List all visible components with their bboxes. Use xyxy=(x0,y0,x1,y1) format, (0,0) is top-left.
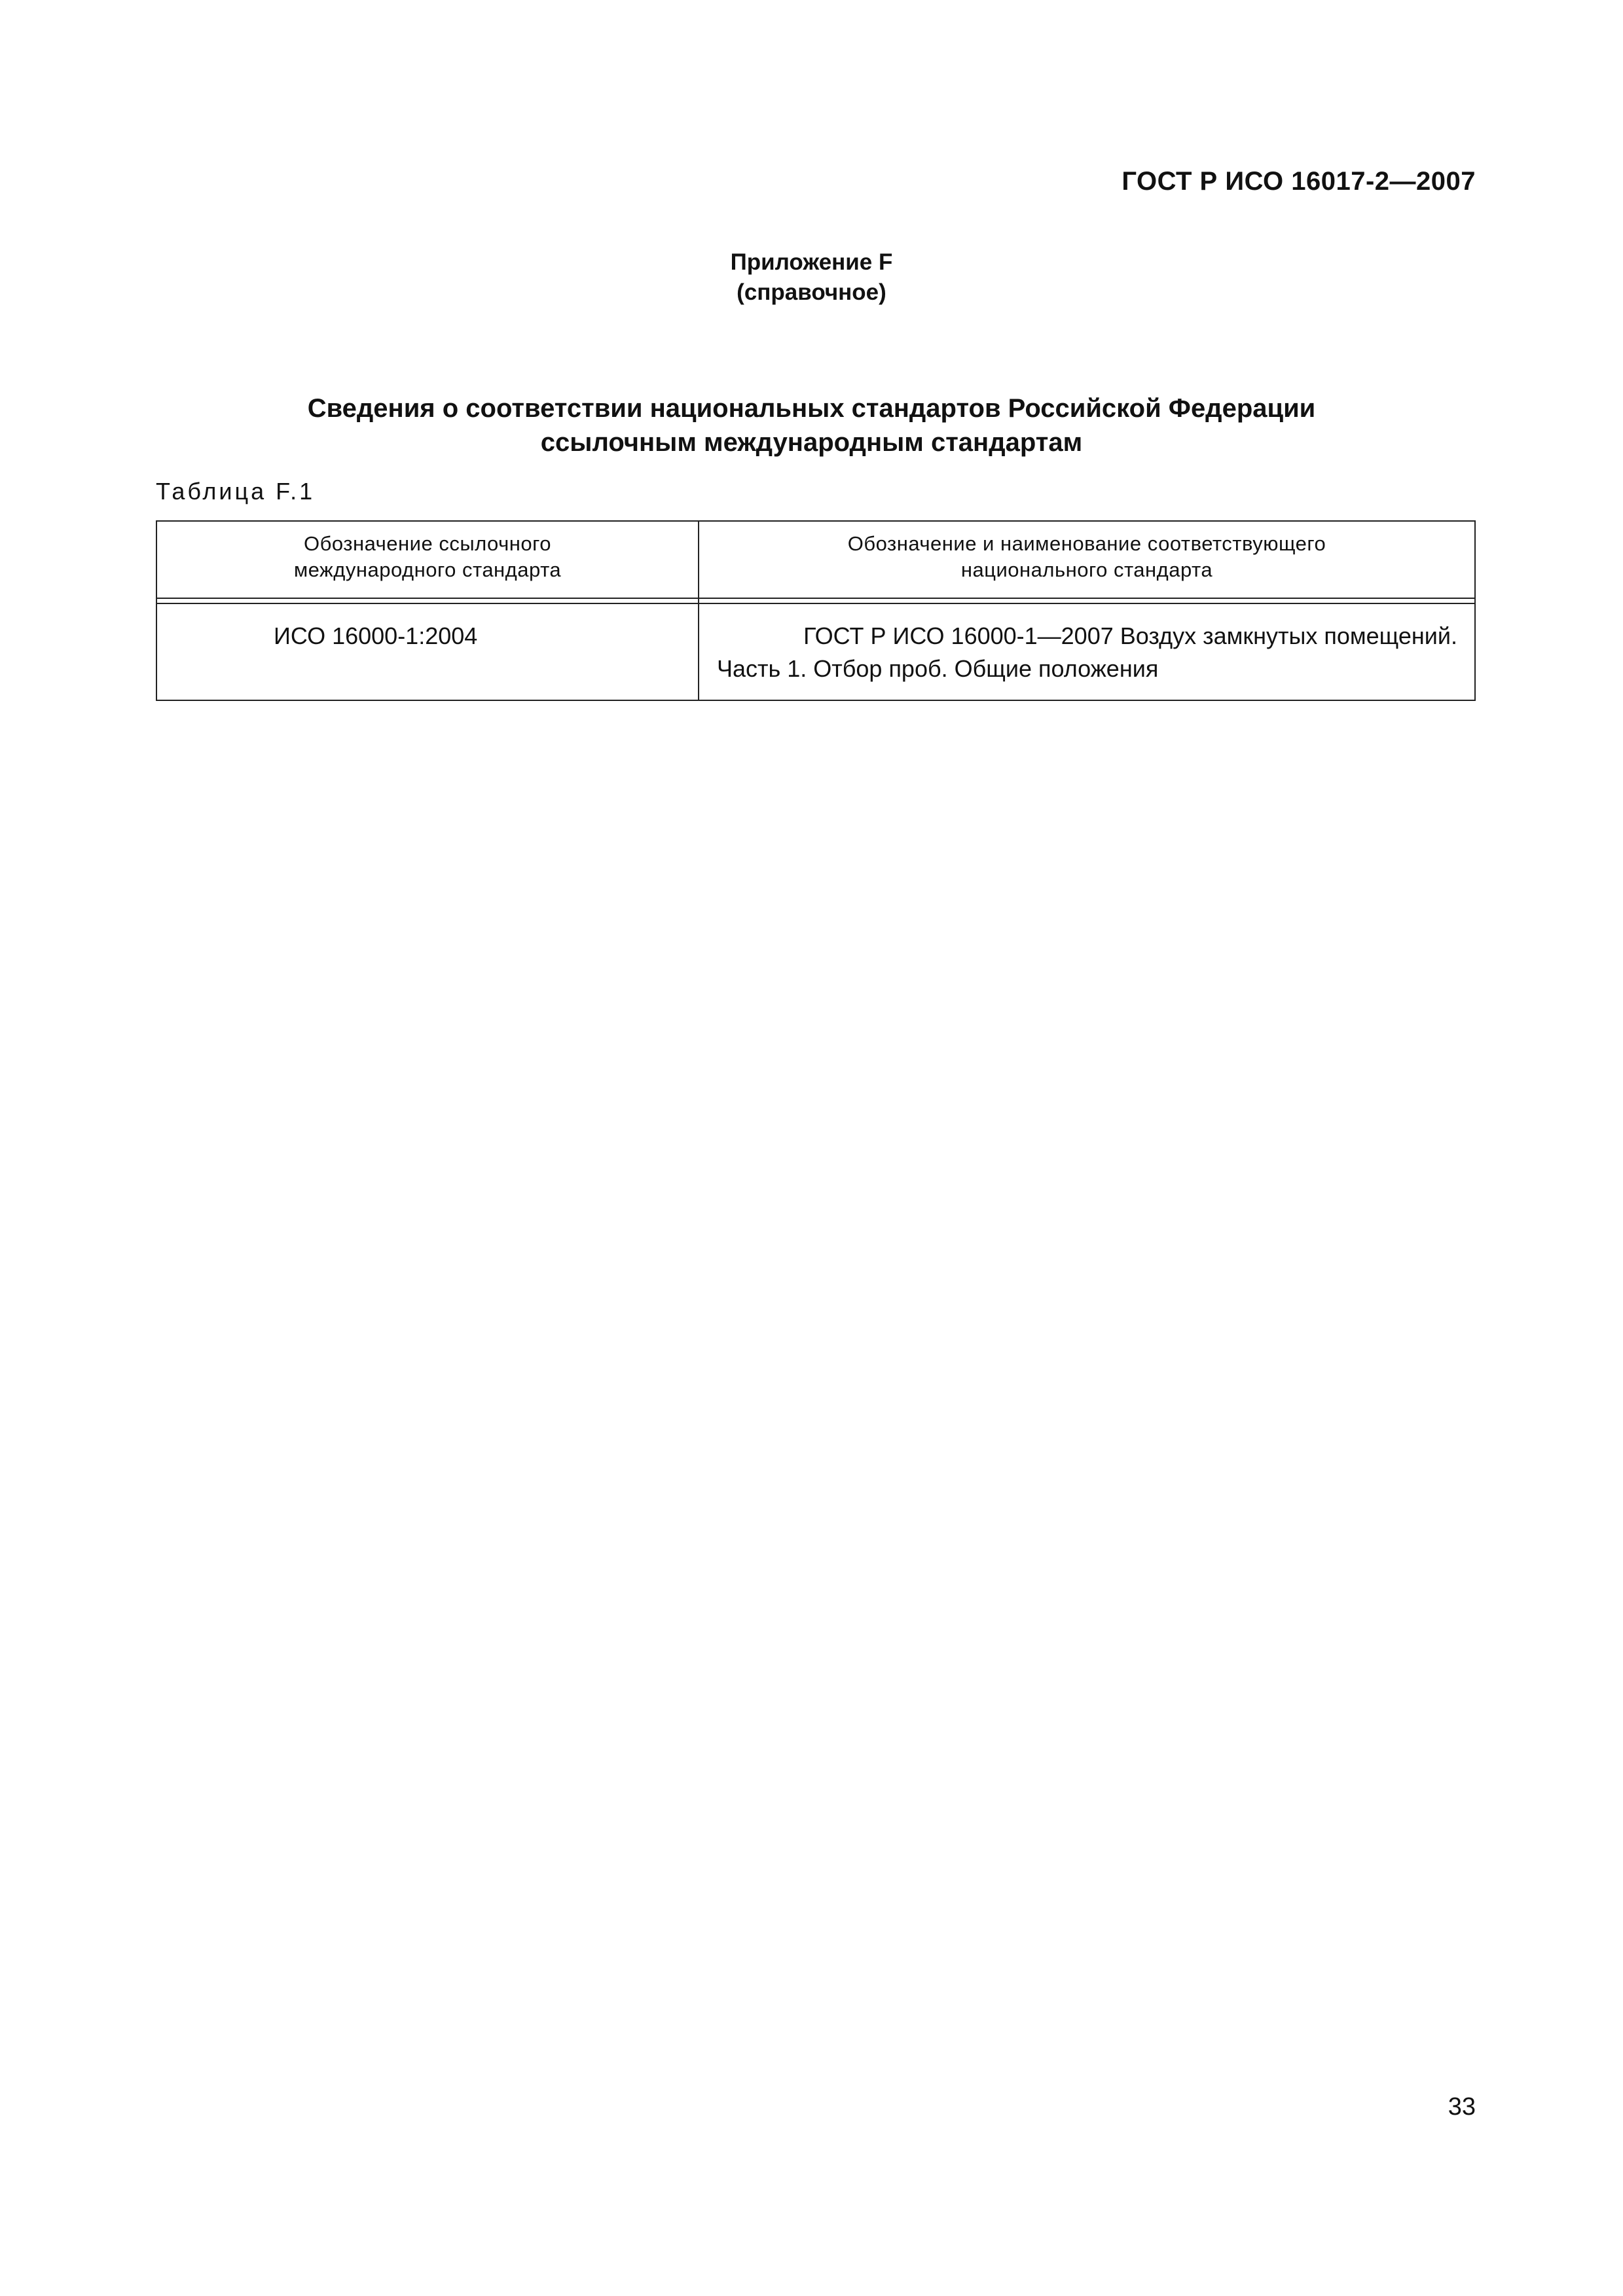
section-title-line-2: ссылочным международным стандартам xyxy=(540,428,1083,457)
header-text-line: Обозначение ссылочного xyxy=(304,532,551,555)
table-cell-national xyxy=(717,620,1460,685)
header-cell-national-standard xyxy=(699,531,1474,594)
correspondence-table xyxy=(156,520,1476,701)
annex-title: Приложение F xyxy=(730,249,893,275)
section-title xyxy=(0,391,1623,459)
header-separator-line xyxy=(157,598,1474,599)
annex-status: (справочное) xyxy=(737,279,886,305)
header-cell-reference-standard xyxy=(157,531,698,594)
annex-heading xyxy=(0,247,1623,308)
header-text-line: Обозначение и наименование соответствующего xyxy=(847,532,1326,555)
section-title-line-1: Сведения о соответствии национальных стандартов Российской Федерации xyxy=(307,394,1316,423)
cell-text-line: Часть 1. Отбор проб. Общие положения xyxy=(717,655,1159,682)
cell-text-line: ГОСТ Р ИСО 16000-1—2007 Воздух замкнутых помещений. xyxy=(803,622,1457,649)
header-text-line: национального стандарта xyxy=(960,558,1213,581)
document-code: ГОСТ Р ИСО 16017-2—2007 xyxy=(1122,167,1476,196)
header-text-line: международного стандарта xyxy=(293,558,562,581)
header-separator-line xyxy=(157,603,1474,604)
table-caption: Таблица F.1 xyxy=(156,478,316,505)
page-number: 33 xyxy=(1448,2093,1476,2121)
table-cell-reference: ИСО 16000-1:2004 xyxy=(274,622,478,649)
